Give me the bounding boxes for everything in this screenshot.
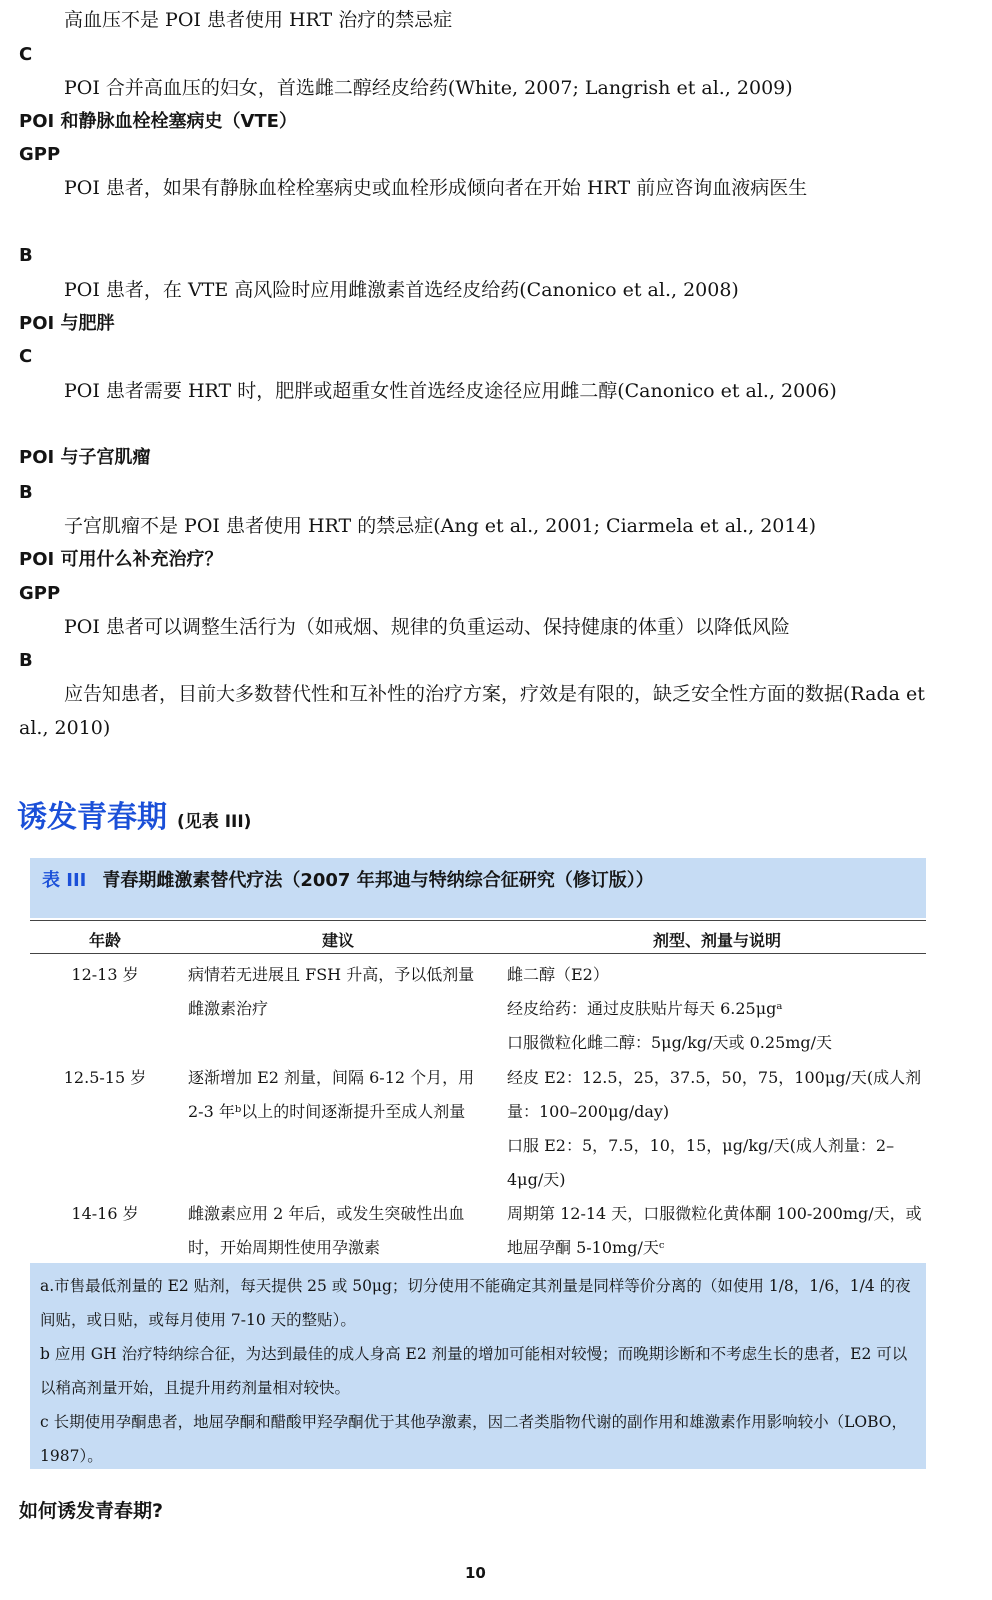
paragraph: POI 患者，在 VTE 高风险时应用雌激素首选经皮给药(Canonico et al., 2008) bbox=[64, 279, 739, 301]
table-cell-advice: 病情若无进展且 FSH 升高，予以低剂量雌激素治疗 bbox=[188, 965, 475, 1018]
dose-line: 周期第 12-14 天，口服微粒化黄体酮 100-200mg/天，或地屈孕酮 5-10mg/天ᶜ bbox=[507, 1204, 922, 1257]
subheading: POI 与肥胖 bbox=[19, 313, 115, 334]
table-cell-dose bbox=[507, 1197, 927, 1265]
col-header-age: 年龄 bbox=[88, 931, 121, 950]
table-note: b 应用 GH 治疗特纳综合征，为达到最佳的成人身高 E2 剂量的增加可能相对较慢；而晚期诊断和不考虑生长的患者，E2 可以以稍高剂量开始，且提升用药剂量相对较快。 bbox=[40, 1345, 908, 1397]
dose-line: 经皮 E2：12.5，25，37.5，50，75，100μg/天(成人剂量：100–200μg/day) bbox=[507, 1068, 922, 1121]
evidence-grade: C bbox=[19, 346, 33, 367]
paragraph: 高血压不是 POI 患者使用 HRT 治疗的禁忌症 bbox=[64, 9, 453, 31]
paragraph: POI 患者需要 HRT 时，肥胖或超重女性首选经皮途径应用雌二醇(Canonico et al., 2006) bbox=[64, 380, 837, 402]
dose-line: 口服 E2：5，7.5，10，15，μg/kg/天(成人剂量：2–4μg/天) bbox=[507, 1136, 895, 1189]
table-top-rule bbox=[30, 920, 926, 921]
section-title-text: 诱发青春期 bbox=[17, 800, 167, 835]
next-question-heading: 如何诱发青春期? bbox=[19, 1500, 164, 1522]
dose-line: 经皮给药：通过皮肤贴片每天 6.25μgᵃ bbox=[507, 999, 783, 1018]
dose-line: 口服微粒化雌二醇：5μg/kg/天或 0.25mg/天 bbox=[507, 1033, 833, 1052]
evidence-grade: B bbox=[19, 482, 33, 503]
section-table-ref: (见表 III) bbox=[177, 812, 252, 832]
table-title bbox=[42, 866, 654, 892]
evidence-grade: B bbox=[19, 245, 33, 266]
table-cell-dose bbox=[507, 1061, 927, 1197]
table-notes bbox=[40, 1269, 918, 1473]
table-note: a.市售最低剂量的 E2 贴剂，每天提供 25 或 50μg；切分使用不能确定其剂量是同样等价分离的（如使用 1/8，1/6，1/4 的夜间贴，或日贴，或每月使用 7-10 天的整贴）。 bbox=[40, 1277, 911, 1329]
section-title bbox=[17, 792, 251, 836]
page-number: 10 bbox=[465, 1564, 486, 1582]
paragraph: POI 合并高血压的妇女，首选雌二醇经皮给药(White, 2007; Langrish et al., 2009) bbox=[64, 77, 793, 99]
paragraph: POI 患者可以调整生活行为（如戒烟、规律的负重运动、保持健康的体重）以降低风险 bbox=[64, 616, 790, 638]
subheading: POI 与子宫肌瘤 bbox=[19, 447, 151, 468]
evidence-grade: GPP bbox=[19, 144, 61, 165]
table-number: 表 III bbox=[42, 870, 87, 891]
col-header-advice: 建议 bbox=[321, 931, 354, 950]
table-cell-age: 14-16 岁 bbox=[71, 1204, 139, 1223]
col-header-dose: 剂型、剂量与说明 bbox=[652, 931, 781, 950]
dose-line: 雌二醇（E2） bbox=[507, 965, 609, 984]
table-note: c 长期使用孕酮患者，地屈孕酮和醋酸甲羟孕酮优于其他孕激素，因二者类脂物代谢的副作用和雄激素作用影响较小（LOBO，1987）。 bbox=[40, 1413, 907, 1465]
table-cell-age: 12.5-15 岁 bbox=[63, 1068, 147, 1087]
evidence-grade: C bbox=[19, 44, 33, 65]
table-cell-age: 12-13 岁 bbox=[71, 965, 139, 984]
table-header-rule bbox=[30, 953, 926, 954]
paragraph: 子宫肌瘤不是 POI 患者使用 HRT 的禁忌症(Ang et al., 2001; Ciarmela et al., 2014) bbox=[64, 515, 816, 537]
paragraph: 应告知患者，目前大多数替代性和互补性的治疗方案，疗效是有限的，缺乏安全性方面的数据(Rada et al., 2010) bbox=[19, 683, 925, 739]
table-title-text: 青春期雌激素替代疗法（2007 年邦迪与特纳综合征研究（修订版）） bbox=[102, 870, 654, 891]
evidence-grade: GPP bbox=[19, 583, 61, 604]
table-cell-dose bbox=[507, 958, 927, 1060]
table-cell-advice: 雌激素应用 2 年后，或发生突破性出血时，开始周期性使用孕激素 bbox=[188, 1204, 465, 1257]
paragraph: POI 患者，如果有静脉血栓栓塞病史或血栓形成倾向者在开始 HRT 前应咨询血液病医生 bbox=[64, 177, 808, 199]
evidence-grade: B bbox=[19, 650, 33, 671]
subheading: POI 可用什么补充治疗？ bbox=[19, 549, 223, 570]
subheading: POI 和静脉血栓栓塞病史（VTE） bbox=[19, 111, 297, 132]
table-cell-advice: 逐渐增加 E2 剂量，间隔 6-12 个月，用 2-3 年ᵇ以上的时间逐渐提升至成人剂量 bbox=[188, 1068, 475, 1121]
